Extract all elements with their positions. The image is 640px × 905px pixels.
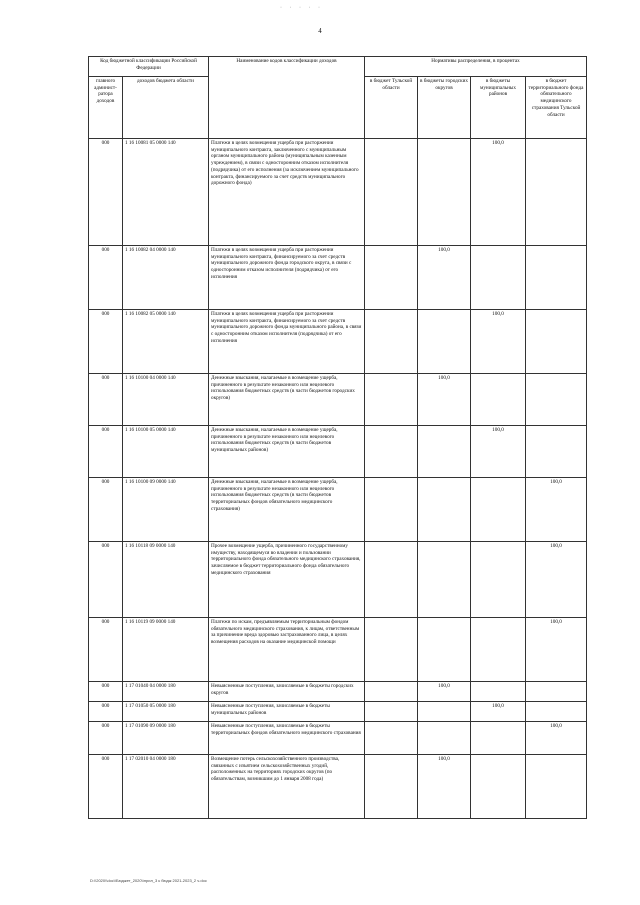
cell-name: Невыясненные поступления, зачисляемые в бюджеты территориальных фондов обязательного медицинского страхования: [209, 722, 365, 755]
header-income: доходов бюджета области: [123, 77, 209, 139]
cell-city: 100,0: [418, 682, 471, 702]
cell-city: [418, 139, 471, 246]
page-number: 4: [318, 27, 322, 35]
table-row: [89, 374, 587, 426]
cell-region: [365, 618, 418, 682]
cell-fund: [526, 682, 587, 702]
cell-city: [418, 426, 471, 478]
budget-table: [88, 56, 587, 819]
cell-city: [418, 702, 471, 722]
cell-fund: [526, 755, 587, 819]
cell-admin: 000: [89, 139, 123, 246]
cell-admin: 000: [89, 755, 123, 819]
cell-admin: 000: [89, 542, 123, 618]
cell-code: 1 16 10100 04 0000 140: [123, 374, 209, 426]
cell-code: 1 16 10082 05 0000 140: [123, 310, 209, 374]
header-col-muni: в бюджеты муниципальных районов: [471, 77, 526, 139]
cell-name: Невыясненные поступления, зачисляемые в бюджеты муниципальных районов: [209, 702, 365, 722]
cell-muni: [471, 478, 526, 542]
cell-code: 1 16 10082 04 0000 140: [123, 246, 209, 310]
cell-name: Платежи в целях возмещения ущерба при расторжении муниципального контракта, заключенного с муниципальным органом муниципального района (муниципальным казенным учреждением), в связи с односторонним отказом исполнителя (подрядчика) от его исполнения (за исключением муниципального контракта, финансируемого за счет средств муниципального дорожного фонда): [209, 139, 365, 246]
cell-fund: 100,0: [526, 478, 587, 542]
table-row: [89, 722, 587, 755]
cell-name: Возмещение потерь сельскохозяйственного производства, связанных с изъятием сельскохозяйственных угодий, расположенных на территориях городских округов (по обязательствам, возникшим до 1 января 2008 года): [209, 755, 365, 819]
header-norms: Нормативы распределения, в процентах: [365, 57, 587, 77]
cell-fund: [526, 246, 587, 310]
table-row: [89, 426, 587, 478]
cell-muni: 100,0: [471, 702, 526, 722]
cell-name: Невыясненные поступления, зачисляемые в бюджеты городских округов: [209, 682, 365, 702]
table-row: [89, 702, 587, 722]
cell-city: 100,0: [418, 374, 471, 426]
cell-code: 1 17 01090 09 0000 180: [123, 722, 209, 755]
header-code-group: Код бюджетной классификации Российской Федерации: [89, 57, 209, 77]
table-row: [89, 139, 587, 246]
cell-name: Денежные взыскания, налагаемые в возмещение ущерба, причиненного в результате незаконного или нецелевого использования бюджетных средств (в части бюджетов городских округов): [209, 374, 365, 426]
cell-fund: 100,0: [526, 618, 587, 682]
cell-admin: 000: [89, 246, 123, 310]
cell-code: 1 16 10118 09 0000 140: [123, 542, 209, 618]
cell-city: 100,0: [418, 755, 471, 819]
cell-fund: [526, 702, 587, 722]
cell-code: 1 16 10100 05 0000 140: [123, 426, 209, 478]
cell-muni: [471, 542, 526, 618]
cell-city: [418, 722, 471, 755]
cell-admin: 000: [89, 374, 123, 426]
header-name: Наименование кодов классификации доходов: [209, 57, 365, 139]
cell-code: 1 16 10119 09 0000 140: [123, 618, 209, 682]
top-marks: · · · · ·: [280, 5, 323, 11]
cell-muni: [471, 618, 526, 682]
cell-city: 100,0: [418, 246, 471, 310]
cell-city: [418, 618, 471, 682]
cell-region: [365, 682, 418, 702]
cell-region: [365, 426, 418, 478]
cell-admin: 000: [89, 722, 123, 755]
cell-name: Прочее возмещение ущерба, причиненного государственному имуществу, находящемуся во владении и пользовании территориального фонда обязательного медицинского страхования, зачисляемое в бюджет территориального фонда обязательного медицинского страхования: [209, 542, 365, 618]
cell-code: 1 16 10081 05 0000 140: [123, 139, 209, 246]
header-col-fund: в бюджет территориального фонда обязательного медицинского страхования Тульской области: [526, 77, 587, 139]
cell-admin: 000: [89, 702, 123, 722]
cell-muni: [471, 374, 526, 426]
cell-code: 1 16 10100 09 0000 140: [123, 478, 209, 542]
table-row: [89, 478, 587, 542]
table-row: [89, 618, 587, 682]
cell-admin: 000: [89, 478, 123, 542]
cell-city: [418, 310, 471, 374]
cell-region: [365, 478, 418, 542]
cell-name: Денежные взыскания, налагаемые в возмещение ущерба, причиненного в результате незаконного или нецелевого использования бюджетных средств (в части бюджетов муниципальных районов): [209, 426, 365, 478]
table-body: [89, 139, 587, 819]
cell-region: [365, 542, 418, 618]
cell-fund: 100,0: [526, 722, 587, 755]
cell-muni: 100,0: [471, 426, 526, 478]
cell-region: [365, 139, 418, 246]
header-col-city: в бюджеты городских округов: [418, 77, 471, 139]
cell-admin: 000: [89, 682, 123, 702]
cell-name: Платежи по искам, предъявляемым территориальным фондом обязательного медицинского страхования, к лицам, ответственным за причинение вреда здоровью застрахованного лица, в целях возмещения расходов на оказание медицинской помощи: [209, 618, 365, 682]
cell-name: Платежи в целях возмещения ущерба при расторжении муниципального контракта, финансируемого за счет средств муниципального дорожного фонда городского округа, в связи с односторонним отказом исполнителя (подрядчика) от его исполнения: [209, 246, 365, 310]
cell-admin: 000: [89, 426, 123, 478]
cell-admin: 000: [89, 310, 123, 374]
table-row: [89, 310, 587, 374]
cell-code: 1 17 01050 05 0000 180: [123, 702, 209, 722]
header-col-region: в бюджет Тульской области: [365, 77, 418, 139]
cell-muni: [471, 246, 526, 310]
cell-region: [365, 722, 418, 755]
cell-region: [365, 246, 418, 310]
cell-code: 1 17 01040 04 0000 180: [123, 682, 209, 702]
cell-fund: [526, 374, 587, 426]
cell-admin: 000: [89, 618, 123, 682]
cell-muni: 100,0: [471, 310, 526, 374]
cell-region: [365, 374, 418, 426]
table-row: [89, 682, 587, 702]
cell-city: [418, 542, 471, 618]
table-row: [89, 542, 587, 618]
footer-path: D:\\2020\\doc\\Бюджет_2020\\прил_3 к бюдж 2021-2023_2 ч.doc: [90, 878, 207, 883]
cell-muni: [471, 722, 526, 755]
cell-fund: [526, 426, 587, 478]
cell-code: 1 17 02010 04 0000 180: [123, 755, 209, 819]
cell-fund: 100,0: [526, 542, 587, 618]
cell-region: [365, 755, 418, 819]
cell-fund: [526, 139, 587, 246]
cell-muni: 100,0: [471, 139, 526, 246]
cell-fund: [526, 310, 587, 374]
table-row: [89, 755, 587, 819]
cell-name: Платежи в целях возмещения ущерба при расторжении муниципального контракта, финансируемого за счет средств муниципального дорожного фонда муниципального района, в связи с односторонним отказом исполнителя (подрядчика) от его исполнения: [209, 310, 365, 374]
cell-region: [365, 310, 418, 374]
cell-muni: [471, 682, 526, 702]
table-row: [89, 246, 587, 310]
cell-muni: [471, 755, 526, 819]
cell-region: [365, 702, 418, 722]
header-admin: главного админист-ратора доходов: [89, 77, 123, 139]
cell-city: [418, 478, 471, 542]
cell-name: Денежные взыскания, налагаемые в возмещение ущерба, причиненного в результате незаконного или нецелевого использования бюджетных средств (в части бюджетов территориальных фондов обязательного медицинского страхования): [209, 478, 365, 542]
